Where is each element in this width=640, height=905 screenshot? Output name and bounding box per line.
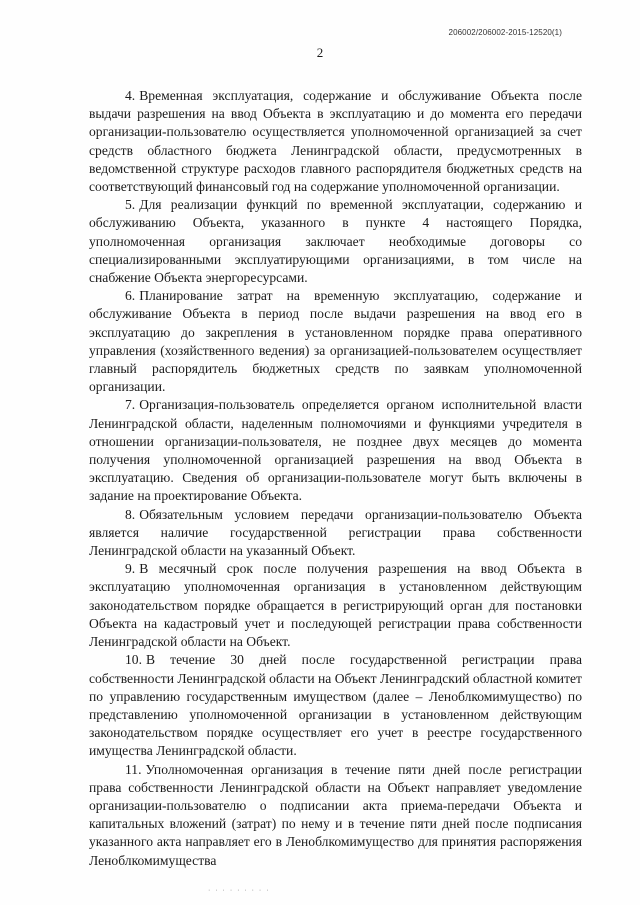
paragraph-number: 10. bbox=[125, 652, 142, 668]
paragraph-11 bbox=[89, 761, 582, 870]
paragraph-number: 8. bbox=[125, 506, 136, 522]
paragraph-text: Для реализации функций по временной эксплуатации, содержанию и обслуживанию Объекта, указанного в пункте 4 настоящего Порядка, уполномоченная организация заключает необходимые договоры со специализированными эксплуатирующими организациями, в том числе на снабжение Объекта энергоресурсами. bbox=[89, 197, 582, 286]
paragraph-5 bbox=[89, 196, 582, 287]
paragraph-text: В течение 30 дней после государственной регистрации права собственности Ленинградской области на Объект Ленинградский областной комитет по управлению государственным имуществом (далее – Леноблкомимущество) по представлению уполномоченной организации в установленном действующим законодательством порядке осуществляет его учет в реестре государственного имущества Ленинградской области. bbox=[89, 652, 582, 759]
paragraph-number: 9. bbox=[125, 561, 136, 577]
footer-scan-marks: · · · · · · · · · bbox=[208, 887, 271, 894]
paragraph-text: Уполномоченная организация в течение пяти дней после регистрации права собственности Ленинградской области на Объект направляет уведомление организации-пользователю о подписании акта приема-передачи Объекта и капитальных вложений (затрат) по нему и в течение пяти дней после подписания указанного акта направляет его в Леноблкомимущество для принятия распоряжения Леноблкомимущества bbox=[89, 761, 582, 868]
paragraph-7 bbox=[89, 396, 582, 505]
paragraph-4 bbox=[89, 87, 582, 196]
paragraph-number: 11. bbox=[125, 761, 142, 777]
paragraph-6 bbox=[89, 287, 582, 396]
page-number: 2 bbox=[316, 45, 324, 60]
paragraph-text: Планирование затрат на временную эксплуатацию, содержание и обслуживание Объекта в период после выдачи разрешения на ввод его в эксплуатацию до закрепления в установленном порядке права оперативного управления (хозяйственного ведения) за организацией-пользователем осуществляет главный распорядитель бюджетных средств по заявкам уполномоченной организации. bbox=[89, 288, 582, 395]
paragraph-text: В месячный срок после получения разрешения на ввод Объекта в эксплуатацию уполномоченная организация в установленном действующим законодательством порядке обращается в регистрирующий орган для постановки Объекта на кадастровый учет и последующей регистрации права собственности Ленинградской области на Объект. bbox=[89, 561, 582, 650]
paragraph-number: 6. bbox=[125, 288, 136, 304]
paragraph-8 bbox=[89, 506, 582, 561]
paragraph-text: Обязательным условием передачи организации-пользователю Объекта является наличие государственной регистрации права собственности Ленинградской области на указанный Объект. bbox=[89, 506, 582, 559]
document-id: 206002/206002-2015-12520(1) bbox=[448, 28, 562, 37]
paragraph-number: 5. bbox=[125, 197, 136, 213]
paragraph-number: 7. bbox=[125, 397, 136, 413]
paragraph-number: 4. bbox=[125, 88, 136, 103]
document-body bbox=[89, 87, 582, 870]
paragraph-text: Временная эксплуатация, содержание и обслуживание Объекта после выдачи разрешения на ввод Объекта в эксплуатацию и до момента его передачи организации-пользователю осуществляется уполномоченной организацией за счет средств областного бюджета Ленинградской области, предусмотренных в ведомственной структуре расходов главного распорядителя бюджетных средств на соответствующий финансовый год на содержание уполномоченной организации. bbox=[89, 88, 582, 195]
paragraph-10 bbox=[89, 651, 582, 760]
paragraph-text: Организация-пользователь определяется органом исполнительной власти Ленинградской области, наделенным полномочиями и функциями учредителя в отношении организации-пользователя, не позднее двух месяцев до момента получения уполномоченной организацией разрешения на ввод Объекта в эксплуатацию. Сведения об организации-пользователе могут быть включены в задание на проектирование Объекта. bbox=[89, 397, 582, 504]
paragraph-9 bbox=[89, 560, 582, 651]
